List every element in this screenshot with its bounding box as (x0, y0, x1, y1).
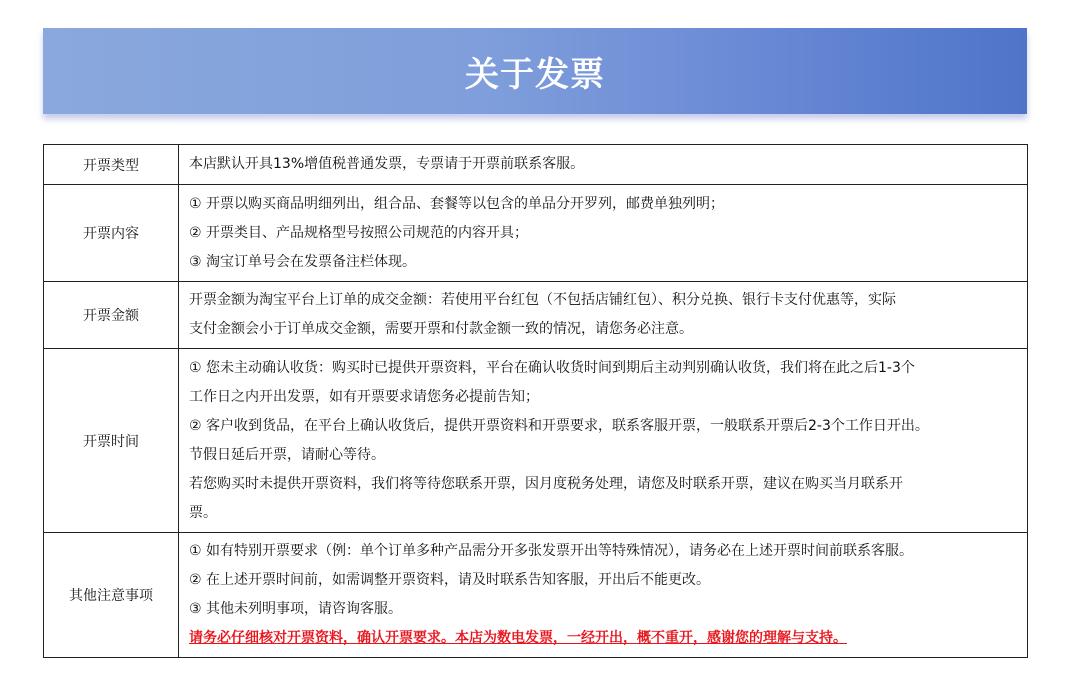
content-line: 支付金额会小于订单成交金额，需要开票和付款金额一致的情况，请您务必注意。 (189, 321, 693, 337)
content-line: 工作日之内开出发票，如有开票要求请您务必提前告知； (189, 388, 539, 405)
content-line: ① 如有特别开票要求（例：单个订单多种产品需分开多张发票开出等特殊情况），请务必在上述开票时间前联系客服。 (189, 543, 913, 559)
invoice-info-table (43, 144, 1028, 658)
content-line: 开票金额为淘宝平台上订单的成交金额：若使用平台红包（不包括店铺红包）、积分兑换、银行卡支付优惠等，实际 (189, 292, 896, 308)
table-row-invoice-type (44, 145, 1028, 185)
content-line: 节假日延后开票，请耐心等待。 (189, 446, 385, 463)
row-label: 开票类型 (44, 145, 179, 185)
content-line: ③ 其他未列明事项，请咨询客服。 (189, 601, 403, 617)
page-title: 关于发票 (465, 54, 605, 95)
row-content (179, 349, 1028, 533)
content-line: ① 您未主动确认收货：购买时已提供开票资料，平台在确认收货时间到期后主动判别确认收货，我们将在此之后1-3个 (189, 359, 915, 376)
content-line: ② 开票类目、产品规格型号按照公司规范的内容开具； (189, 224, 528, 241)
table-row-invoice-amount (44, 282, 1028, 349)
content-line: 票。 (189, 504, 217, 521)
content-line: ① 开票以购买商品明细列出，组合品、套餐等以包含的单品分开罗列，邮费单独列明； (189, 195, 724, 212)
row-content (179, 282, 1028, 349)
table-row-invoice-time (44, 349, 1028, 533)
content-line: ② 在上述开票时间前，如需调整开票资料，请及时联系告知客服，开出后不能更改。 (189, 572, 710, 588)
title-banner (43, 28, 1027, 114)
row-label: 开票时间 (44, 349, 179, 533)
row-label: 开票内容 (44, 185, 179, 282)
row-content (179, 533, 1028, 658)
row-content (179, 145, 1028, 185)
content-line: 若您购买时未提供开票资料，我们将等待您联系开票，因月度税务处理，请您及时联系开票，建议在购买当月联系开 (189, 475, 903, 492)
notice-text: 请务必仔细核对开票资料，确认开票要求。本店为数电发票，一经开出，概不重开，感谢您的理解与支持。 (189, 630, 847, 646)
content-line: ② 客户收到货品，在平台上确认收货后，提供开票资料和开票要求，联系客服开票，一般联系开票后2-3个工作日开出。 (189, 417, 929, 434)
row-content (179, 185, 1028, 282)
content-line: ③ 淘宝订单号会在发票备注栏体现。 (189, 253, 417, 270)
table-row-other-notes (44, 533, 1028, 658)
row-label: 其他注意事项 (44, 533, 179, 658)
table-row-invoice-content (44, 185, 1028, 282)
content-line: 本店默认开具13%增值税普通发票，专票请于开票前联系客服。 (189, 156, 585, 172)
row-label: 开票金额 (44, 282, 179, 349)
